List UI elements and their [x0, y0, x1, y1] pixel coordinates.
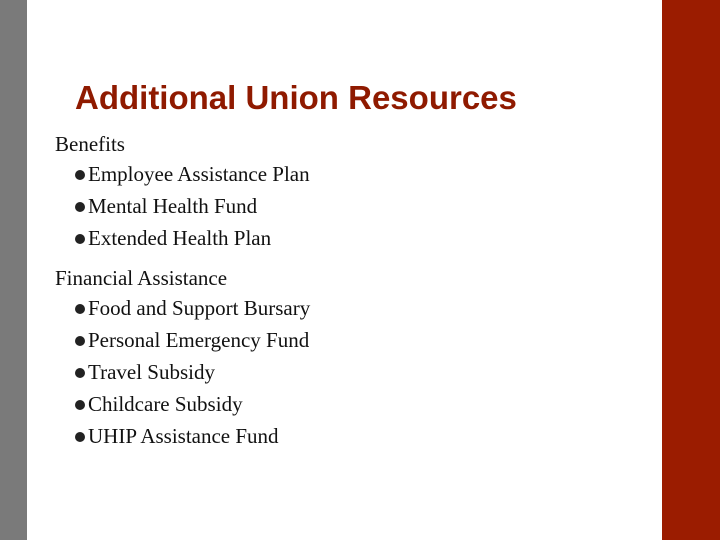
list-item: [75, 356, 655, 388]
bullet-list: [55, 158, 655, 254]
right-accent-bar: [662, 0, 720, 540]
section-heading: Financial Assistance: [55, 266, 228, 290]
list-item-label: Personal Emergency Fund: [88, 328, 310, 352]
slide-title: Additional Union Resources: [75, 79, 517, 116]
bullet-icon: [75, 432, 85, 442]
list-item-label: Food and Support Bursary: [88, 296, 311, 320]
list-item: [75, 388, 655, 420]
list-item: [75, 324, 655, 356]
list-item-label: Extended Health Plan: [88, 226, 272, 250]
list-item-label: Employee Assistance Plan: [88, 162, 310, 186]
list-item: [75, 420, 655, 452]
list-item-label: Childcare Subsidy: [88, 392, 243, 416]
bullet-icon: [75, 368, 85, 378]
list-item: [75, 158, 655, 190]
bullet-icon: [75, 336, 85, 346]
bullet-icon: [75, 304, 85, 314]
bullet-icon: [75, 234, 85, 244]
left-accent-bar: [0, 0, 27, 540]
bullet-icon: [75, 170, 85, 180]
bullet-list: [55, 292, 655, 452]
list-item-label: Travel Subsidy: [88, 360, 215, 384]
list-item: [75, 190, 655, 222]
list-item: [75, 292, 655, 324]
list-item-label: UHIP Assistance Fund: [88, 424, 279, 448]
section-financial-assistance: [55, 264, 655, 452]
bullet-icon: [75, 202, 85, 212]
list-item-label: Mental Health Fund: [88, 194, 258, 218]
list-item: [75, 222, 655, 254]
bullet-icon: [75, 400, 85, 410]
section-benefits: [55, 130, 655, 254]
section-heading: Benefits: [55, 132, 125, 156]
slide-content: [55, 130, 655, 462]
